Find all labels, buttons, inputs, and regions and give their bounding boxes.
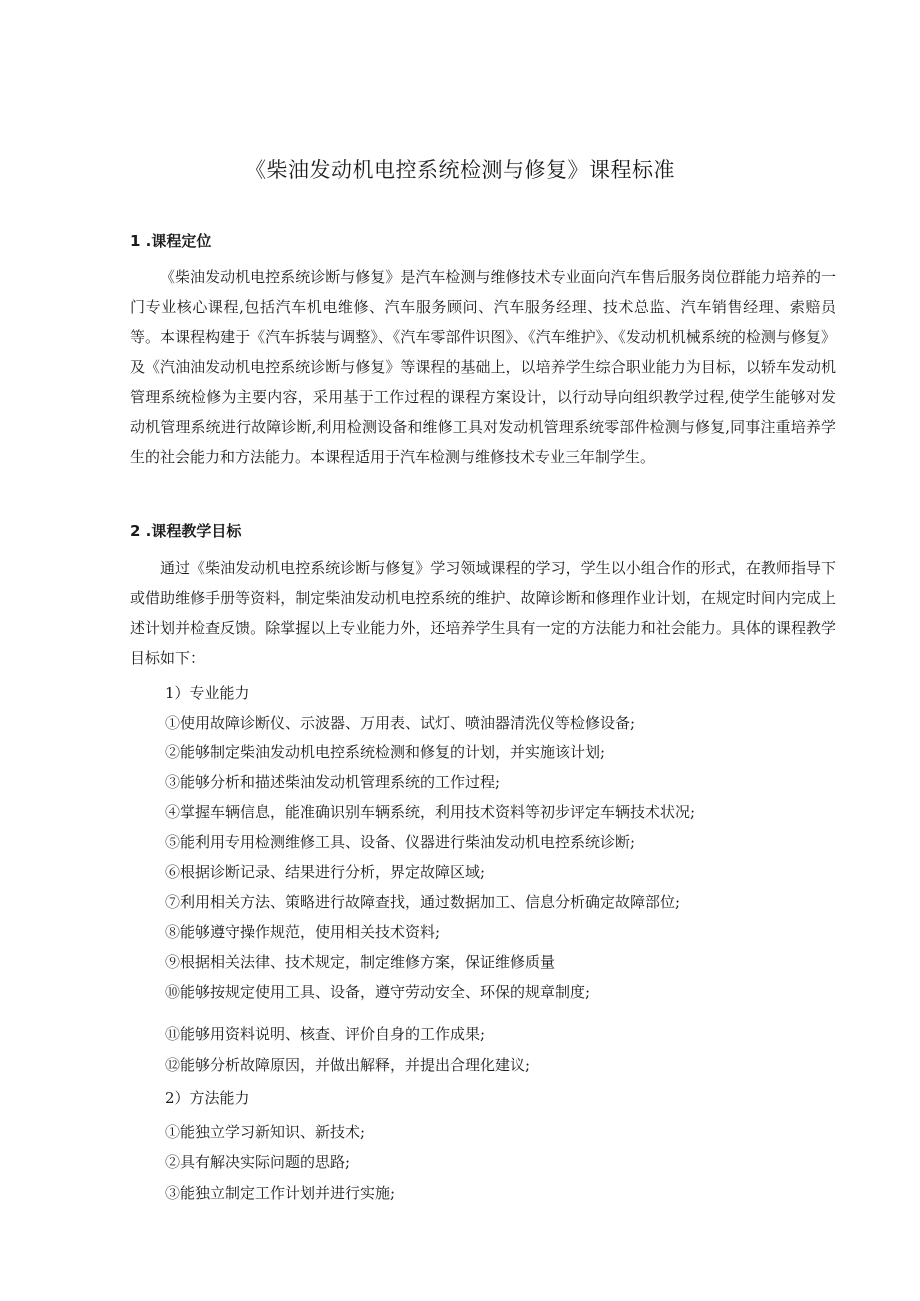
subheading-method-ability: 2）方法能力: [165, 1089, 250, 1107]
subheading-professional-ability: 1）专业能力: [165, 684, 250, 702]
list-item: ②具有解决实际问题的思路;: [165, 1153, 351, 1171]
document-title: 《柴油发动机电控系统检测与修复》课程标准: [245, 158, 675, 182]
list-item: ⑥根据诊断记录、结果进行分析，界定故障区域;: [165, 863, 486, 881]
list-item: ③能够分析和描述柴油发动机管理系统的工作过程;: [165, 773, 501, 791]
section-paragraph-positioning: 《柴油发动机电控系统诊断与修复》是汽车检测与维修技术专业面向汽车售后服务岗位群能力培养的一门专业核心课程,包括汽车机电维修、汽车服务顾问、汽车服务经理、技术总监、汽车销售经理、索赔员等。本课程构建于《汽车拆装与调整》、《汽车零部件识图》、《汽车维护》、《发动机机械系统的检测与修复》及《汽油油发动机电控系统诊断与修复》等课程的基础上，以培养学生综合职业能力为目标，以轿车发动机管理系统检修为主要内容，采用基于工作过程的课程方案设计，以行动导向组织教学过程,使学生能够对发动机管理系统进行故障诊断,利用检测设备和维修工具对发动机管理系统零部件检测与修复,同事注重培养学生的社会能力和方法能力。本课程适用于汽车检测与维修技术专业三年制学生。: [130, 268, 836, 466]
list-item: ③能独立制定工作计划并进行实施;: [165, 1184, 396, 1202]
list-item: ②能够制定柴油发动机电控系统检测和修复的计划，并实施该计划;: [165, 743, 606, 761]
list-item: ④掌握车辆信息，能准确识别车辆系统，利用技术资料等初步评定车辆技术状况;: [165, 803, 696, 821]
list-item: ⑧能够遵守操作规范，使用相关技术资料;: [165, 923, 441, 941]
list-item: ⑨根据相关法律、技术规定，制定维修方案，保证维修质量: [165, 953, 556, 971]
section-paragraph-objectives: 通过《柴油发动机电控系统诊断与修复》学习领域课程的学习，学生以小组合作的形式，在教师指导下或借助维修手册等资料，制定柴油发动机电控系统的维护、故障诊断和修理作业计划，在规定时间内完成上述计划并检查反馈。除掌握以上专业能力外，还培养学生具有一定的方法能力和社会能力。具体的课程教学目标如下：: [130, 559, 836, 667]
list-item: ⑦利用相关方法、策略进行故障查找，通过数据加工、信息分析确定故障部位;: [165, 893, 681, 911]
list-item: ①使用故障诊断仪、示波器、万用表、试灯、喷油器清洗仪等检修设备;: [165, 714, 636, 732]
list-item: ⑩能够按规定使用工具、设备，遵守劳动安全、环保的规章制度;: [165, 983, 591, 1001]
list-item: ①能独立学习新知识、新技术;: [165, 1123, 366, 1141]
section-heading-positioning: 1 .课程定位: [130, 232, 212, 250]
list-item: ⑤能利用专用检测维修工具、设备、仪器进行柴油发动机电控系统诊断;: [165, 833, 636, 851]
section-heading-objectives: 2 .课程教学目标: [130, 522, 242, 540]
list-item: ⑪能够用资料说明、核查、评价自身的工作成果;: [165, 1025, 486, 1043]
list-item: ⑫能够分析故障原因，并做出解释，并提出合理化建议;: [165, 1056, 531, 1074]
